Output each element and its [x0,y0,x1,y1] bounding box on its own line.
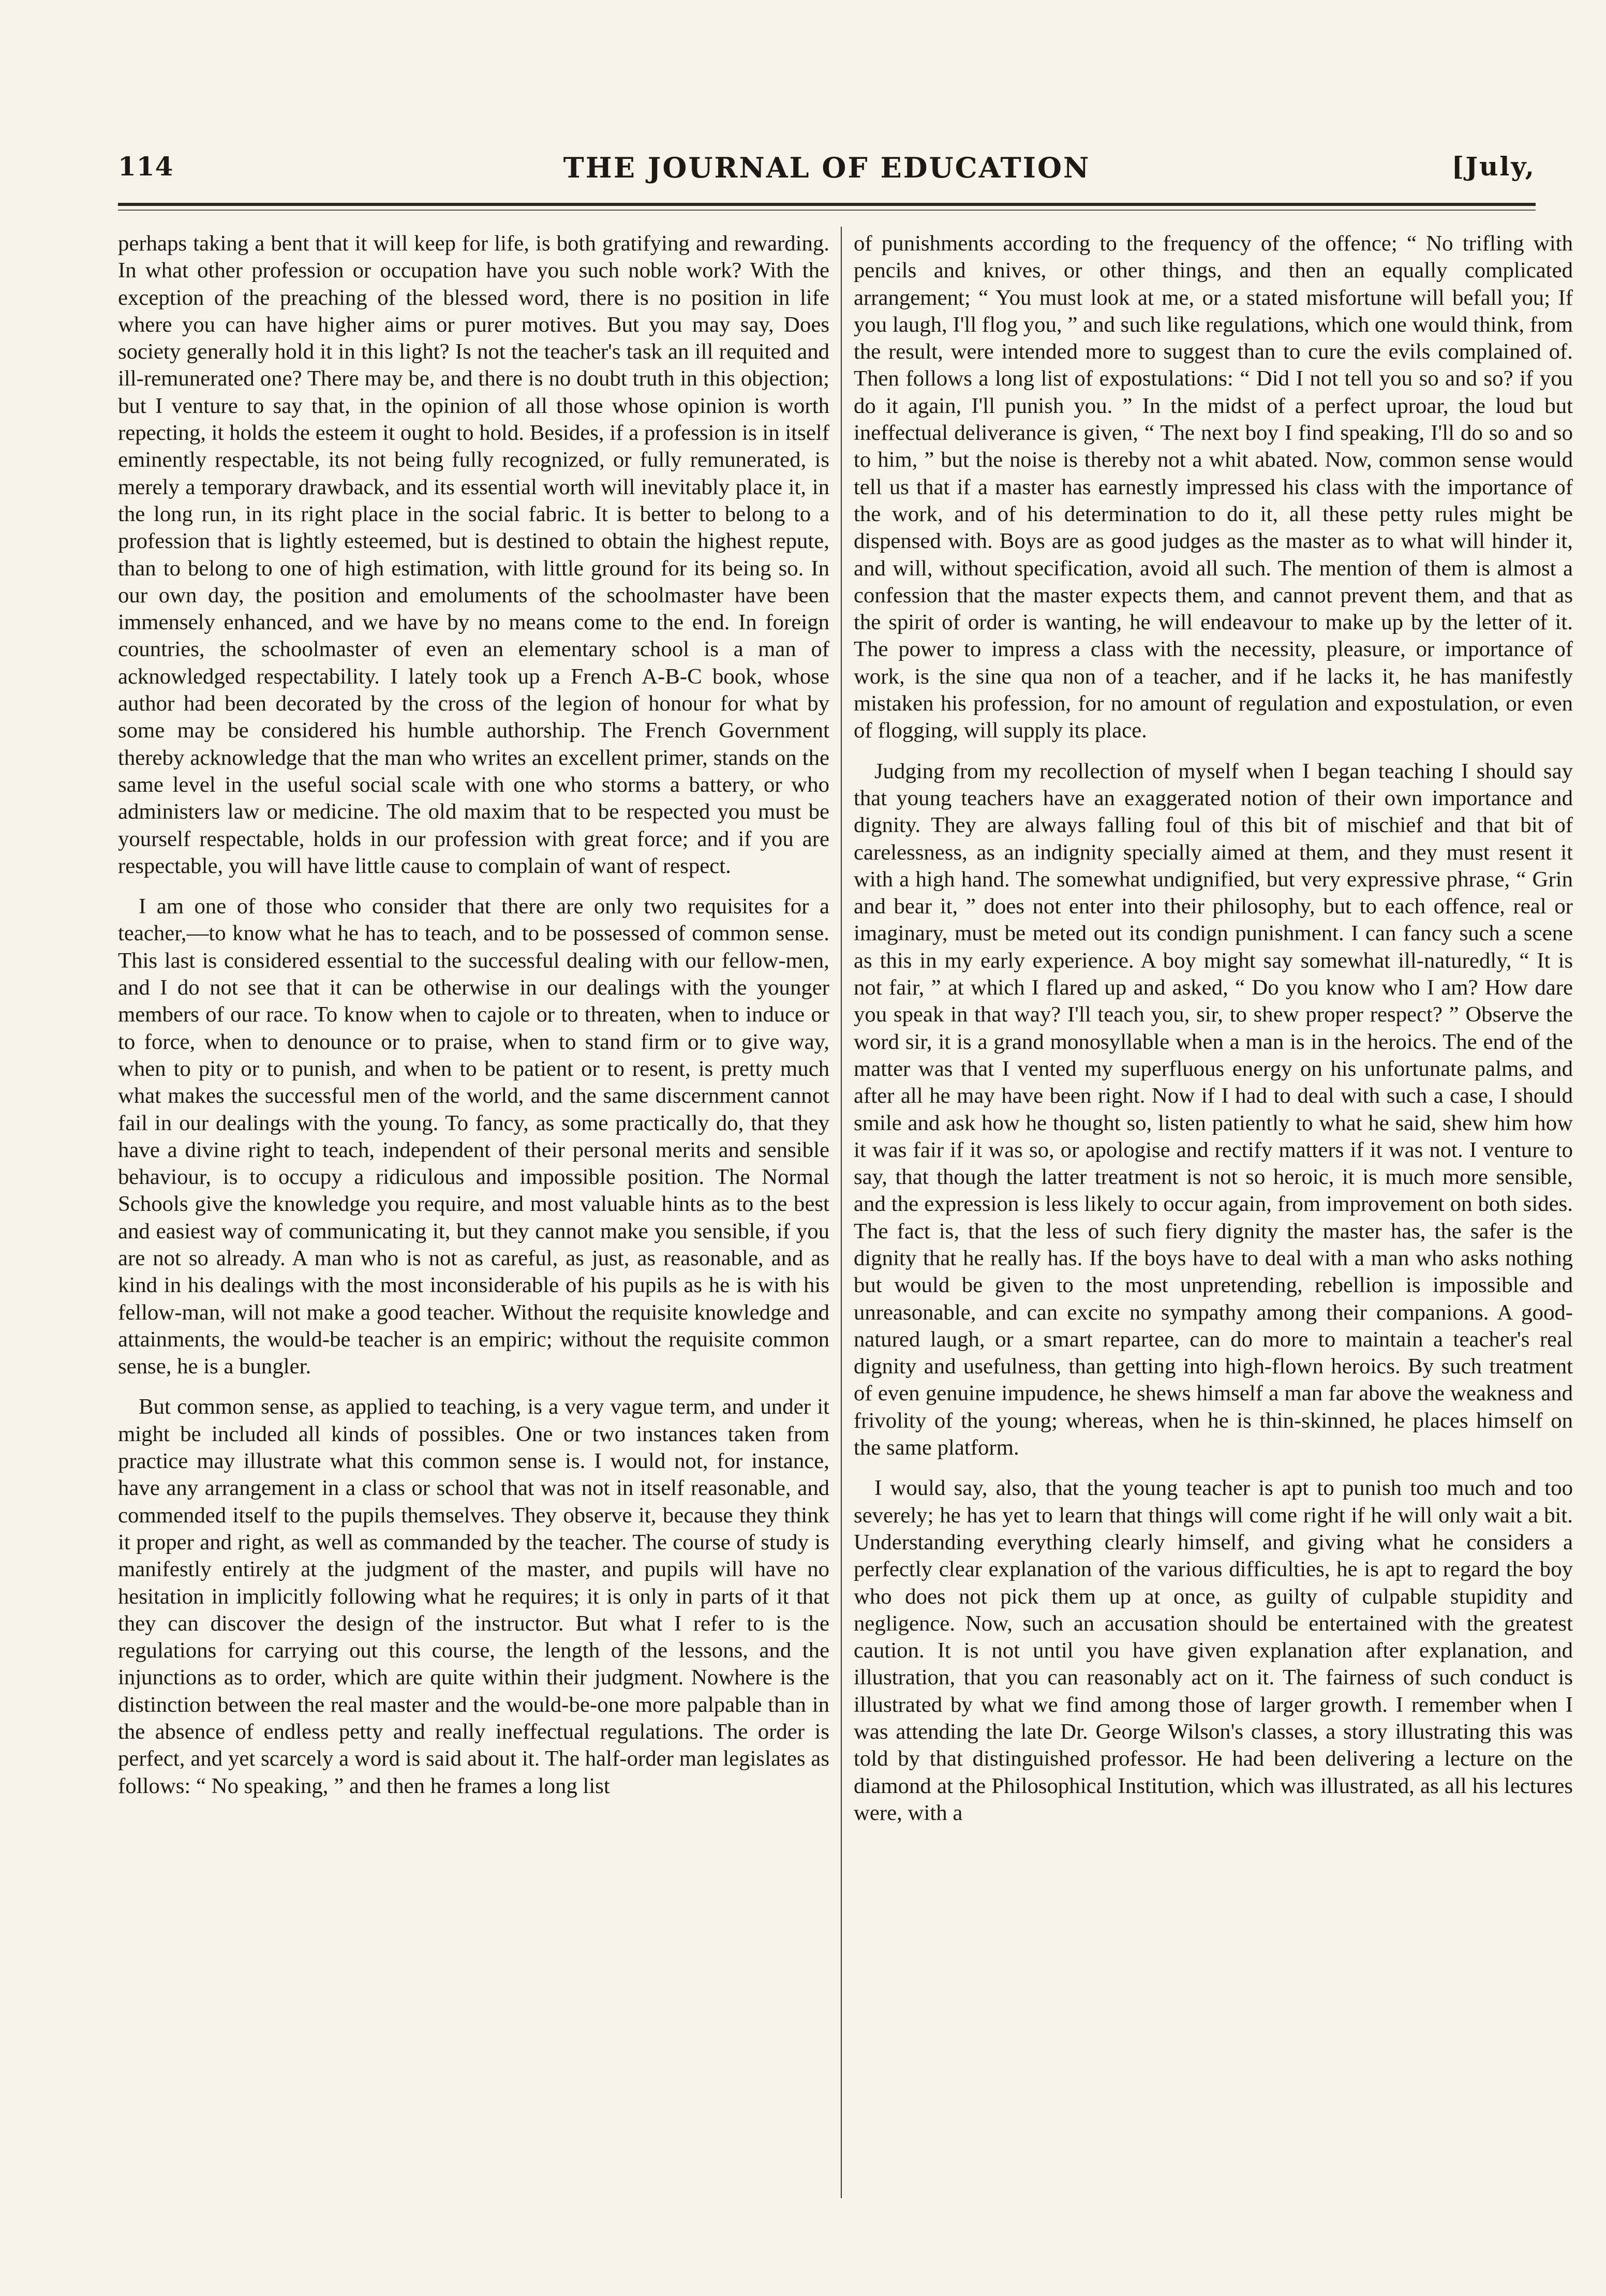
right-paragraph-2: Judging from my recollection of myself when I began teaching I should say that young teachers have an exaggerated notion of their own importance and dignity. They are always falling foul of this bit of mischief and that bit of carelessness, as an indignity specially aimed at them, and they must resent it with a high hand. The somewhat undignified, but very expressive phrase, “ Grin and bear it, ” does not enter into their philosophy, but to each offence, real or imaginary, must be meted out its condign punishment. I can fancy such a scene as this in my early experience. A boy might say somewhat ill-naturedly, “ It is not fair, ” at which I flared up and asked, “ Do you know who I am? How dare you speak in that way? I'll teach you, sir, to shew proper respect? ” Observe the word sir, it is a grand monosyllable when a man is in the heroics. The end of the matter was that I vented my superfluous energy on his unfortunate palms, and after all he may have been right. Now if I had to deal with such a case, I should smile and ask how he thought so, listen patiently to what he said, shew him how it was fair if it was so, or apologise and rectify matters if it was not. I venture to say, that though the latter treatment is not so heroic, it is much more sensible, and the expression is less likely to occur again, from improvement on both sides. The fact is, that the less of such fiery dignity the master has, the safer is the dignity that he really has. If the boys have to deal with a man who asks nothing but would be given to the most unpretending, rebellion is impossible and unreasonable, and can excite no sympathy among their companions. A good-natured laugh, or a smart repartee, can do more to maintain a teacher's real dignity and usefulness, than getting into high-flown heroics. By such treatment of even genuine impudence, he shews himself a man far above the weakness and frivolity of the young; whereas, when he is thin-skinned, he places himself on the same platform. [854,759,1573,1460]
journal-title: THE JOURNAL OF EDUCATION [563,151,1091,184]
right-paragraph-3: I would say, also, that the young teacher is apt to punish too much and too severely; he has yet to learn that things will come right if he will only wait a bit. Understanding everything clearly himself, and giving what he considers a perfectly clear explanation of the various difficulties, he is apt to regard the boy who does not pick them up at once, as guilty of culpable stupidity and negligence. Now, such an accusation should be entertained with the greatest caution. It is not until you have given explanation after explanation, and illustration, that you can reasonably act on it. The fairness of such conduct is illustrated by what we find among those of larger growth. I remember when I was attending the late Dr. George Wilson's classes, a story illustrating this was told by that distinguished professor. He had been delivering a lecture on the diamond at the Philosophical Institution, which was illustrated, as all his lectures were, with a [854,1476,1573,1825]
left-paragraph-3: But common sense, as applied to teaching, is a very vague term, and under it might be included all kinds of possibles. One or two instances taken from practice may illustrate what this common sense is. I would not, for instance, have any arrangement in a class or school that was not in itself reasonable, and commended itself to the pupils themselves. They observe it, because they think it proper and right, as well as commanded by the teacher. The course of study is manifestly entirely at the judgment of the master, and pupils will have no hesitation in implicitly following what he requires; it is only in parts of it that they can discover the design of the instructor. But what I refer to is the regulations for carrying out this course, the length of the lessons, and the injunctions as to order, which are quite within their judgment. Nowhere is the distinction between the real master and the would-be-one more palpable than in the absence of endless petty and really ineffectual regulations. The order is perfect, and yet scarcely a word is said about it. The half-order man legislates as follows: “ No speaking, ” and then he frames a long list [118,1395,829,1798]
page-number: 114 [118,151,174,182]
header-rule-thick [118,203,1536,206]
column-divider [841,227,842,2198]
running-head-month: [July, [1451,151,1536,182]
left-column [118,230,829,1800]
right-paragraph-1: of punishments according to the frequency of the offence; “ No trifling with pencils and knives, or other things, and then an equally complicated arrangement; “ You must look at me, or a stated misfortune will befall you; If you laugh, I'll flog you, ” and such like regulations, which one would think, from the result, were intended more to suggest than to cure the evils complained of. Then follows a long list of expostulations: “ Did I not tell you so and so? if you do it again, I'll punish you. ” In the midst of a perfect uproar, the loud but ineffectual deliverance is given, “ The next boy I find speaking, I'll do so and so to him, ” but the noise is thereby not a whit abated. Now, common sense would tell us that if a master has earnestly impressed his class with the importance of the work, and of his determination to do it, all these petty rules might be dispensed with. Boys are as good judges as the master as to what will hinder it, and will, without specification, avoid all such. The mention of them is almost a confession that the master expects them, and cannot prevent them, and that as the spirit of order is wanting, he will endeavour to make up by the letter of it. The power to impress a class with the necessity, pleasure, or importance of work, is the sine qua non of a teacher, and if he lacks it, he has manifestly mistaken his profession, for no amount of regulation and expostulation, or even of flogging, will supply its place. [854,231,1573,743]
right-column [854,230,1573,1827]
running-header [118,151,1536,199]
left-paragraph-2: I am one of those who consider that there are only two requisites for a teacher,—to know what he has to teach, and to be possessed of common sense. This last is considered essential to the successful dealing with our fellow-men, and I do not see that it can be otherwise in our dealings with the younger members of our race. To know when to cajole or to threaten, when to induce or to force, when to denounce or to praise, when to stand firm or to give way, when to pity or to punish, and when to be patient or to resent, is pretty much what makes the successful men of the world, and the same discernment cannot fail in our dealings with the young. To fancy, as some practically do, that they have a divine right to teach, independent of their personal merits and sensible behaviour, is to occupy a ridiculous and impossible position. The Normal Schools give the knowledge you require, and most valuable hints as to the best and easiest way of communicating it, but they cannot make you sensible, if you are not so already. A man who is not as careful, as just, as reasonable, and as kind in his dealings with the most inconsiderable of his pupils as he is with his fellow-man, will not make a good teacher. Without the requisite knowledge and attainments, the would-be teacher is an empiric; without the requisite common sense, he is a bungler. [118,894,829,1379]
header-rule-thin [118,210,1536,211]
left-paragraph-1: perhaps taking a bent that it will keep for life, is both gratifying and rewarding. In what other profession or occupation have you such noble work? With the exception of the preaching of the blessed word, there is no position in life where you can have higher aims or purer motives. But you may say, Does society generally hold it in this light? Is not the teacher's task an ill requited and ill-remunerated one? There may be, and there is no doubt truth in this objection; but I venture to say that, in the opinion of all those whose opinion is worth repecting, it holds the esteem it ought to hold. Besides, if a profession is in itself eminently respectable, its not being fully recognized, or fully remunerated, is merely a temporary drawback, and its essential worth will inevitably place it, in the long run, in its right place in the social fabric. It is better to belong to a profession that is lightly esteemed, but is destined to obtain the highest repute, than to belong to one of high estimation, with little ground for its being so. In our own day, the position and emoluments of the schoolmaster have been immensely enhanced, and we have by no means come to the end. In foreign countries, the schoolmaster of even an elementary school is a man of acknowledged respectability. I lately took up a French A-B-C book, whose author had been decorated by the cross of the legion of honour for what by some may be considered his humble authorship. The French Government thereby acknowledge that the man who writes an excellent primer, stands on the same level in the useful social scale with one who storms a battery, or who administers law or medicine. The old maxim that to be respected you must be yourself respectable, holds in our profession with great force; and if you are respectable, you will have little cause to complain of want of respect. [118,231,829,878]
